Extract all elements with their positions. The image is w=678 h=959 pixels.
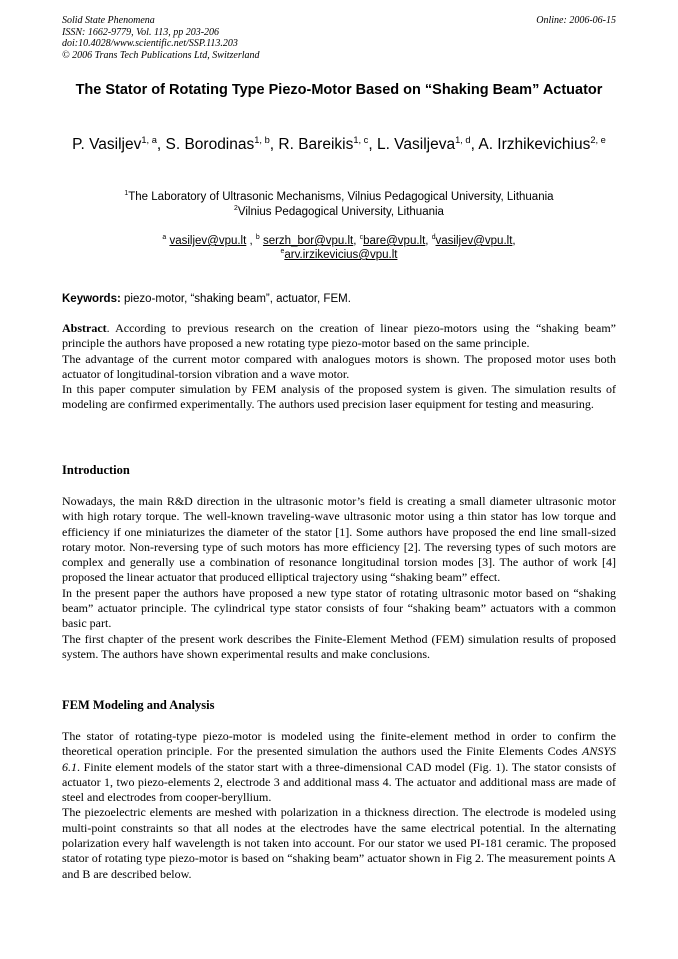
abstract-text: . According to previous research on the creation of linear piezo-motors using the “shaking beam” principle the authors have proposed a new rotating type piezo-motor based on the same principle. (62, 321, 616, 351)
email-sup: a (162, 234, 167, 242)
author-sup: 1, b (254, 134, 270, 145)
fem-body (62, 729, 616, 882)
email-sup: e (280, 248, 285, 256)
abstract (62, 321, 616, 413)
author-name: L. Vasiljeva (376, 136, 456, 153)
journal-name: Solid State Phenomena (62, 15, 155, 26)
journal-copyright: © 2006 Trans Tech Publications Ltd, Switzerland (62, 49, 260, 61)
email-list (62, 234, 616, 262)
fem-software: ANSYS 6.1 (62, 744, 616, 774)
email-link[interactable]: arv.irzikevicius@vpu.lt (284, 249, 398, 261)
email-link[interactable]: vasiljev@vpu.lt (435, 235, 513, 247)
introduction-paragraph: The first chapter of the present work describes the Finite-Element Method (FEM) simulation results of proposed system. The authors have shown experimental results and make conclusions. (62, 631, 616, 661)
email-sup: c (359, 234, 364, 242)
author-sup: 1, c (353, 134, 369, 145)
author-list: P. Vasiljev$^{1, a}$, S. Borodinas$^{1, b}$, R. Bareikis$^{1, c}$, L. Vasiljeva$^{1, d}$, A. Irzhikevichius$^{2, e}$ (72, 134, 606, 153)
affiliations (62, 190, 616, 220)
fem-heading: FEM Modeling and Analysis (62, 698, 215, 712)
email-sup: d (431, 234, 436, 242)
introduction-heading: Introduction (62, 463, 130, 477)
abstract-label: Abstract (62, 321, 107, 335)
abstract-paragraph: The advantage of the current motor compared with analogues motors is shown. The proposed motor uses both actuator of longitudinal-torsion vibration and a wave motor. (62, 351, 616, 381)
keywords-label: Keywords: (62, 293, 121, 305)
author-sup: 1, d (455, 134, 471, 145)
journal-header (62, 15, 260, 61)
author-name: S. Borodinas (165, 136, 255, 153)
affiliation-line (62, 205, 616, 220)
affiliation-text: Vilnius Pedagogical University, Lithuania (237, 206, 444, 218)
email-link[interactable]: bare@vpu.lt (363, 235, 426, 247)
fem-paragraph (62, 729, 616, 805)
email-sup: b (255, 234, 260, 242)
journal-doi: doi:10.4028/www.scientific.net/SSP.113.203 (62, 38, 238, 49)
email-link[interactable]: vasiljev@vpu.lt (169, 235, 247, 247)
email-line: $^a$ vasiljev@vpu.lt , $^b$ serzh_bor@vpu.lt, $^c$bare@vpu.lt, $^d$vasiljev@vpu.lt, (162, 234, 516, 247)
introduction-body (62, 494, 616, 662)
online-date: Online: 2006-06-15 (536, 15, 616, 26)
keywords-text: piezo-motor, “shaking beam”, actuator, FEM. (120, 293, 351, 305)
introduction-paragraph: In the present paper the authors have proposed a new type stator of rotating ultrasonic motor based on “shaking beam” actuator principle. The cylindrical type stator consists of four “shaking beam” actuators with a common basic part. (62, 585, 616, 631)
affiliation-line (62, 190, 616, 205)
author-sup: 1, a (141, 134, 157, 145)
author-name: P. Vasiljev (72, 136, 142, 153)
affiliation-sup: 1 (124, 190, 129, 198)
abstract-paragraph: In this paper computer simulation by FEM analysis of the proposed system is given. The simulation results of modeling are confirmed experimentally. The authors used precision laser equipment for testing and measuring. (62, 382, 616, 412)
fem-paragraph: The piezoelectric elements are meshed with polarization in a thickness direction. The electrode is modeled using multi-point constraints so that all nodes at the electrodes have the same electrical potential. In the alternating polarization every half wavelength is not taken into account. For our stator we used PI-181 ceramic. The proposed stator of rotating type piezo-motor is based on “shaking beam” actuator shown in Fig 2. The measurement points A and B are described below. (62, 805, 616, 881)
introduction-paragraph: Nowadays, the main R&D direction in the ultrasonic motor’s field is creating a small diameter ultrasonic motor with high rotary torque. The well-known traveling-wave ultrasonic motor using a thin stator has low torque and efficiency if one miniaturizes the diameter of the stator [1]. Some authors have proposed the end line small-sized rotary motor. Non-reversing type of such motors has more efficiency [2]. The reversing types of such motors are complex and generally use a combination of resonance longitudinal torsion modes [3]. The author of work [4] proposed the linear actuator that produced elliptical trajectory using “shaking beam” effect. (62, 494, 616, 585)
affiliation-sup: 2 (234, 205, 238, 213)
author-name: A. Irzhikevichius (478, 136, 591, 153)
journal-issn: ISSN: 1662-9779, Vol. 113, pp 203-206 (62, 26, 220, 38)
fem-text: . Finite element models of the stator start with a three-dimensional CAD model (Fig. 1). The stator consists of actuator 1, two piezo-elements 2, electrode 3 and additional mass 4. The actuator and additional mass are made of steel and electrodes from cooper-beryllium. (62, 759, 616, 805)
paper-title: The Stator of Rotating Type Piezo-Motor Based on “Shaking Beam” Actuator (75, 82, 603, 98)
keywords (62, 292, 616, 306)
author-name: R. Bareikis (278, 136, 354, 153)
abstract-paragraph (62, 321, 616, 352)
email-line (62, 248, 616, 262)
email-link[interactable]: serzh_bor@vpu.lt (262, 235, 354, 247)
author-sup: 2, e (590, 134, 606, 145)
affiliation-text: The Laboratory of Ultrasonic Mechanisms, Vilnius Pedagogical University, Lithuania (128, 191, 554, 203)
fem-text: The stator of rotating-type piezo-motor is modeled using the finite-element method in order to confirm the theoretical operation principle. For the presented simulation the authors used the Finite Elements Codes (62, 729, 616, 759)
